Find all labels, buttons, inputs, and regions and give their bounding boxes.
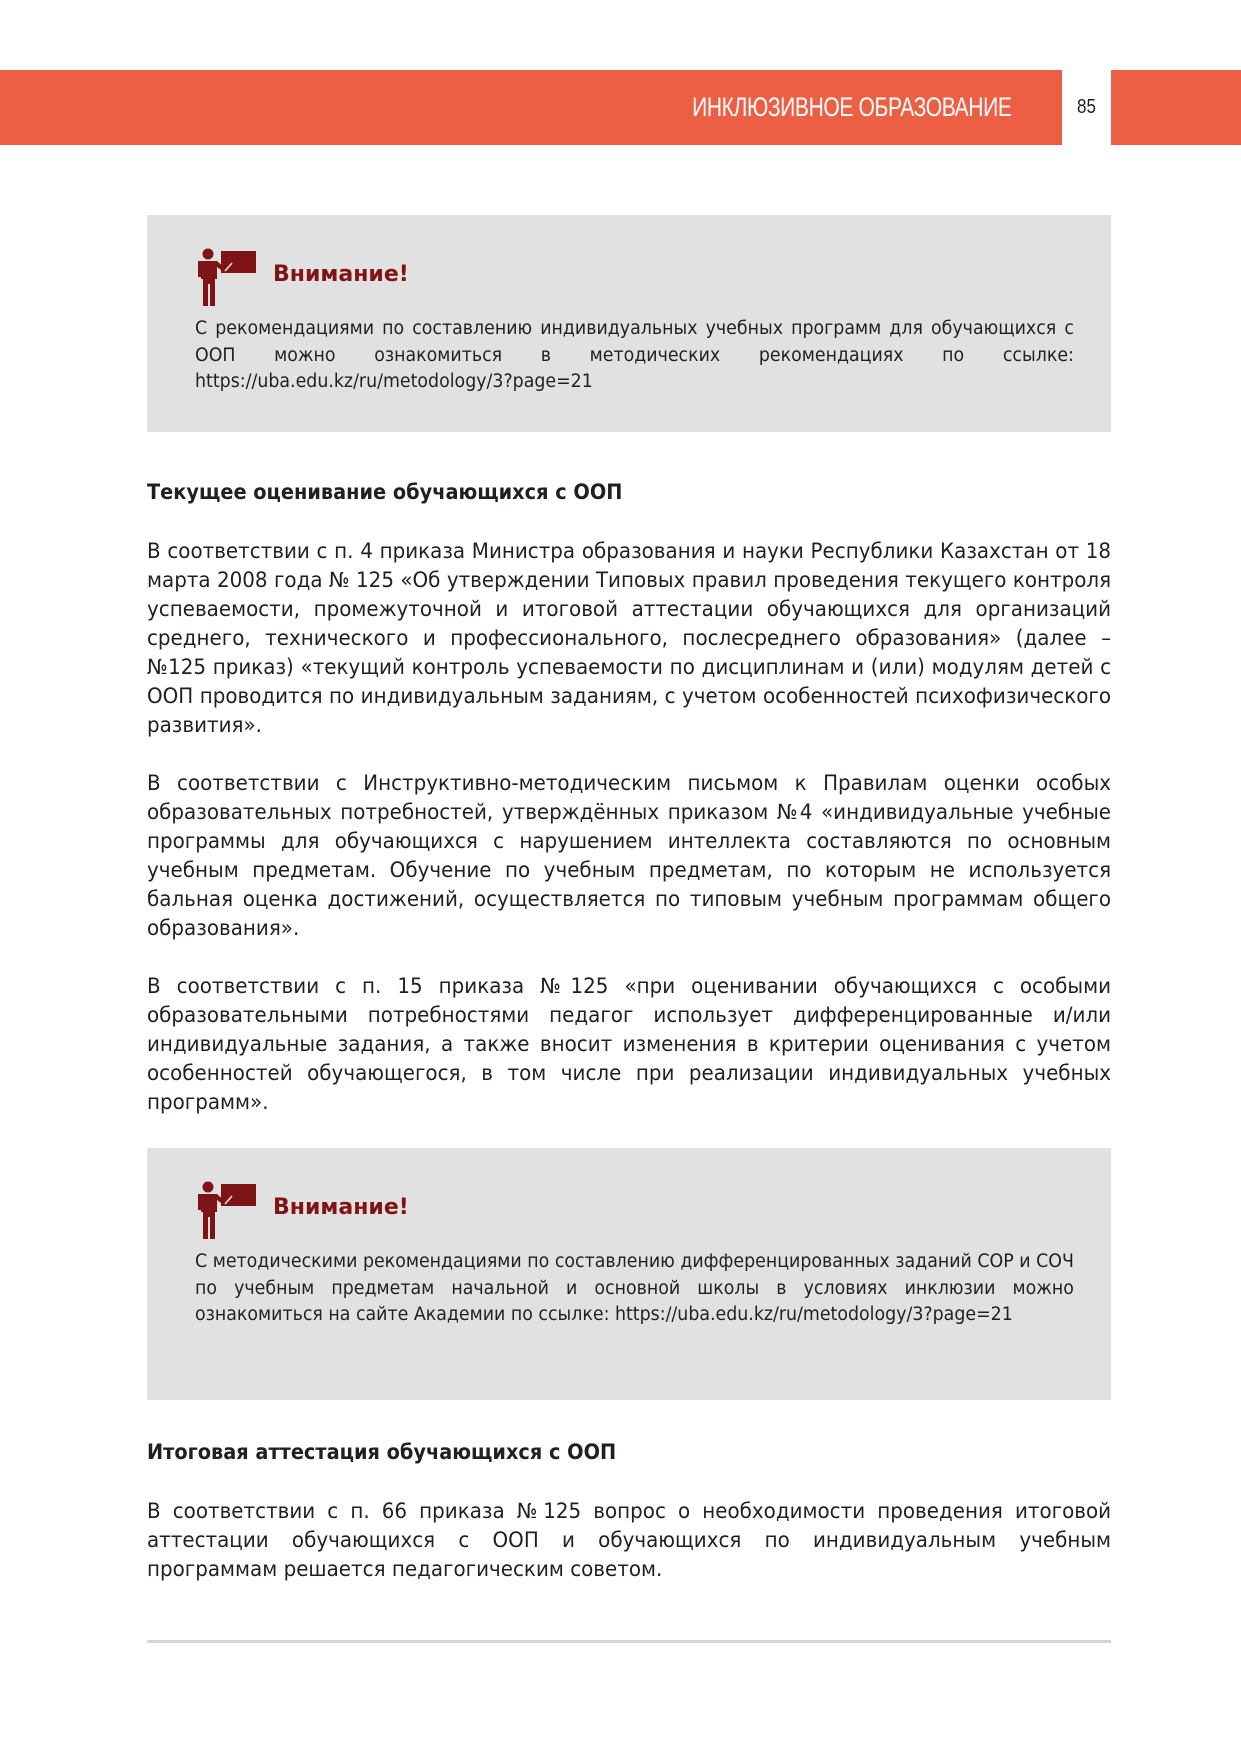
header-accent-block [1111, 70, 1241, 145]
footer-divider [147, 1640, 1111, 1643]
note-text: С рекомендациями по составлению индивидуальных учебных программ для обучающихся с ООП можно ознакомиться в методических рекомендациях по ссылке: https://uba.edu.kz/ru/metodology/3?page=21 [195, 318, 1074, 392]
note-title: Внимание! [273, 262, 409, 287]
note-title: Внимание! [273, 1195, 409, 1220]
header-bar [0, 70, 1062, 145]
page-number: 85 [1077, 96, 1096, 118]
section-heading: Текущее оценивание обучающихся с ООП [147, 480, 623, 504]
note-text: С методическими рекомендациями по составлению дифференцированных заданий СОР и СОЧ по учебным предметам начальной и основной школы в условиях инклюзии можно ознакомиться на сайте Академии по ссылке: https://uba.edu.kz/ru/metodology/3?page=21 [195, 1251, 1074, 1325]
teacher-board-icon [195, 1181, 257, 1239]
paragraph: В соответствии с п. 15 приказа №125 «при оценивании обучающихся с особыми образовательными потребностями педагог использует дифференцированные и/или индивидуальные задания, а также вносит изменения в критерии оценивания с учетом особенностей обучающегося, в том числе при реализации индивидуальных учебных программ». [147, 974, 1112, 1114]
section-title: ИНКЛЮЗИВНОЕ ОБРАЗОВАНИЕ [692, 92, 1012, 122]
paragraph: В соответствии с п. 4 приказа Министра образования и науки Республики Казахстан от 18 марта 2008 года № 125 «Об утверждении Типовых правил проведения текущего контроля успеваемости, промежуточной и итоговой аттестации обучающихся для организаций среднего, технического и профессионального, послесреднего образования» (далее – №125 приказ) «текущий контроль успеваемости по дисциплинам и (или) модулям детей с ООП проводится по индивидуальным заданиям, с учетом особенностей психофизического развития». [147, 539, 1112, 737]
attention-note [147, 1148, 1111, 1400]
section-heading: Итоговая аттестация обучающихся с ООП [147, 1440, 617, 1464]
attention-note [147, 215, 1111, 432]
paragraph: В соответствии с Инструктивно-методическим письмом к Правилам оценки особых образовательных потребностей, утверждённых приказом №4 «индивидуальные учебные программы для обучающихся с нарушением интеллекта составляются по основным учебным предметам. Обучение по учебным предметам, по которым не используется бальная оценка достижений, осуществляется по типовым учебным программам общего образования». [147, 771, 1112, 940]
paragraph: В соответствии с п. 66 приказа №125 вопрос о необходимости проведения итоговой аттестации обучающихся с ООП и обучающихся по индивидуальным учебным программам решается педагогическим советом. [147, 1499, 1112, 1581]
teacher-board-icon [195, 248, 257, 306]
